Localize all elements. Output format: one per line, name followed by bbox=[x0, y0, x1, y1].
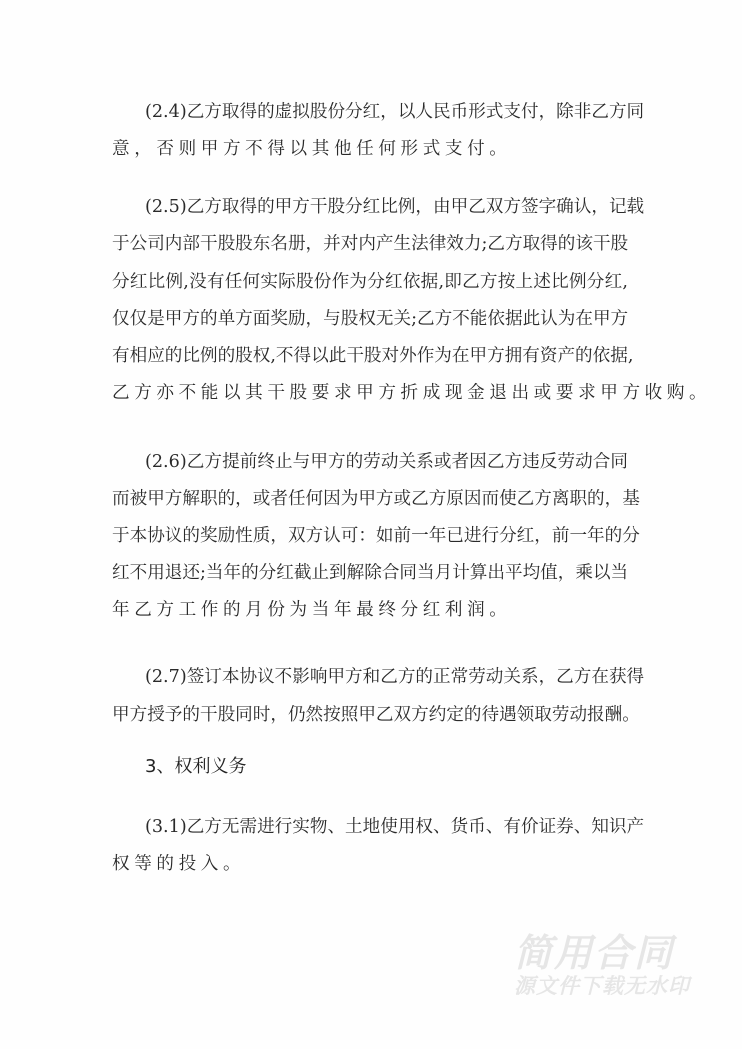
paragraph-2-6-line-3: 于本协议的奖励性质，双方认可：如前一年已进行分红，前一年的分 bbox=[112, 526, 640, 546]
paragraph-2-5-line-3: 分红比例,没有任何实际股份作为分红依据,即乙方按上述比例分红, bbox=[112, 272, 628, 292]
paragraph-3-1-line-1: (3.1)乙方无需进行实物、土地使用权、货币、有价证券、知识产 bbox=[145, 817, 645, 837]
paragraph-2-5-line-2: 于公司内部干股股东名册，并对内产生法律效力;乙方取得的该干股 bbox=[112, 234, 629, 254]
paragraph-2-7-line-2: 甲方授予的干股同时，仍然按照甲乙双方约定的待遇领取劳动报酬。 bbox=[112, 705, 640, 725]
paragraph-2-6-line-4: 红不用退还;当年的分红截止到解除合同当月计算出平均值，乘以当 bbox=[112, 563, 629, 583]
watermark-title: 简用合同 bbox=[514, 931, 675, 975]
paragraph-2-4-line-1: (2.4)乙方取得的虚拟股份分红，以人民币形式支付，除非乙方同 bbox=[145, 102, 645, 122]
paragraph-2-6-line-5: 年乙方工作的月份为当年最终分红利润。 bbox=[112, 600, 512, 620]
paragraph-2-5-line-1: (2.5)乙方取得的甲方干股分红比例，由甲乙双方签字确认，记载 bbox=[145, 197, 645, 217]
paragraph-2-7-line-1: (2.7)签订本协议不影响甲方和乙方的正常劳动关系，乙方在获得 bbox=[145, 667, 645, 687]
paragraph-2-5-line-6: 乙方亦不能以其干股要求甲方折成现金退出或要求甲方收购。 bbox=[112, 383, 712, 403]
paragraph-2-4-line-2: 意，否则甲方不得以其他任何形式支付。 bbox=[112, 139, 512, 159]
paragraph-3-1-line-2: 权等的投入。 bbox=[112, 854, 246, 874]
paragraph-2-6-line-2: 而被甲方解职的，或者任何因为甲方或乙方原因而使乙方离职的，基 bbox=[112, 489, 640, 509]
paragraph-2-5-line-4: 仅仅是甲方的单方面奖励，与股权无关;乙方不能依据此认为在甲方 bbox=[112, 309, 629, 329]
paragraph-2-6-line-1: (2.6)乙方提前终止与甲方的劳动关系或者因乙方违反劳动合同 bbox=[145, 452, 628, 472]
section-heading: 3、权利义务 bbox=[145, 756, 247, 777]
watermark-subtitle: 源文件下载无水印 bbox=[514, 974, 690, 998]
paragraph-2-5-line-5: 有相应的比例的股权,不得以此干股对外作为在甲方拥有资产的依据, bbox=[112, 346, 634, 366]
